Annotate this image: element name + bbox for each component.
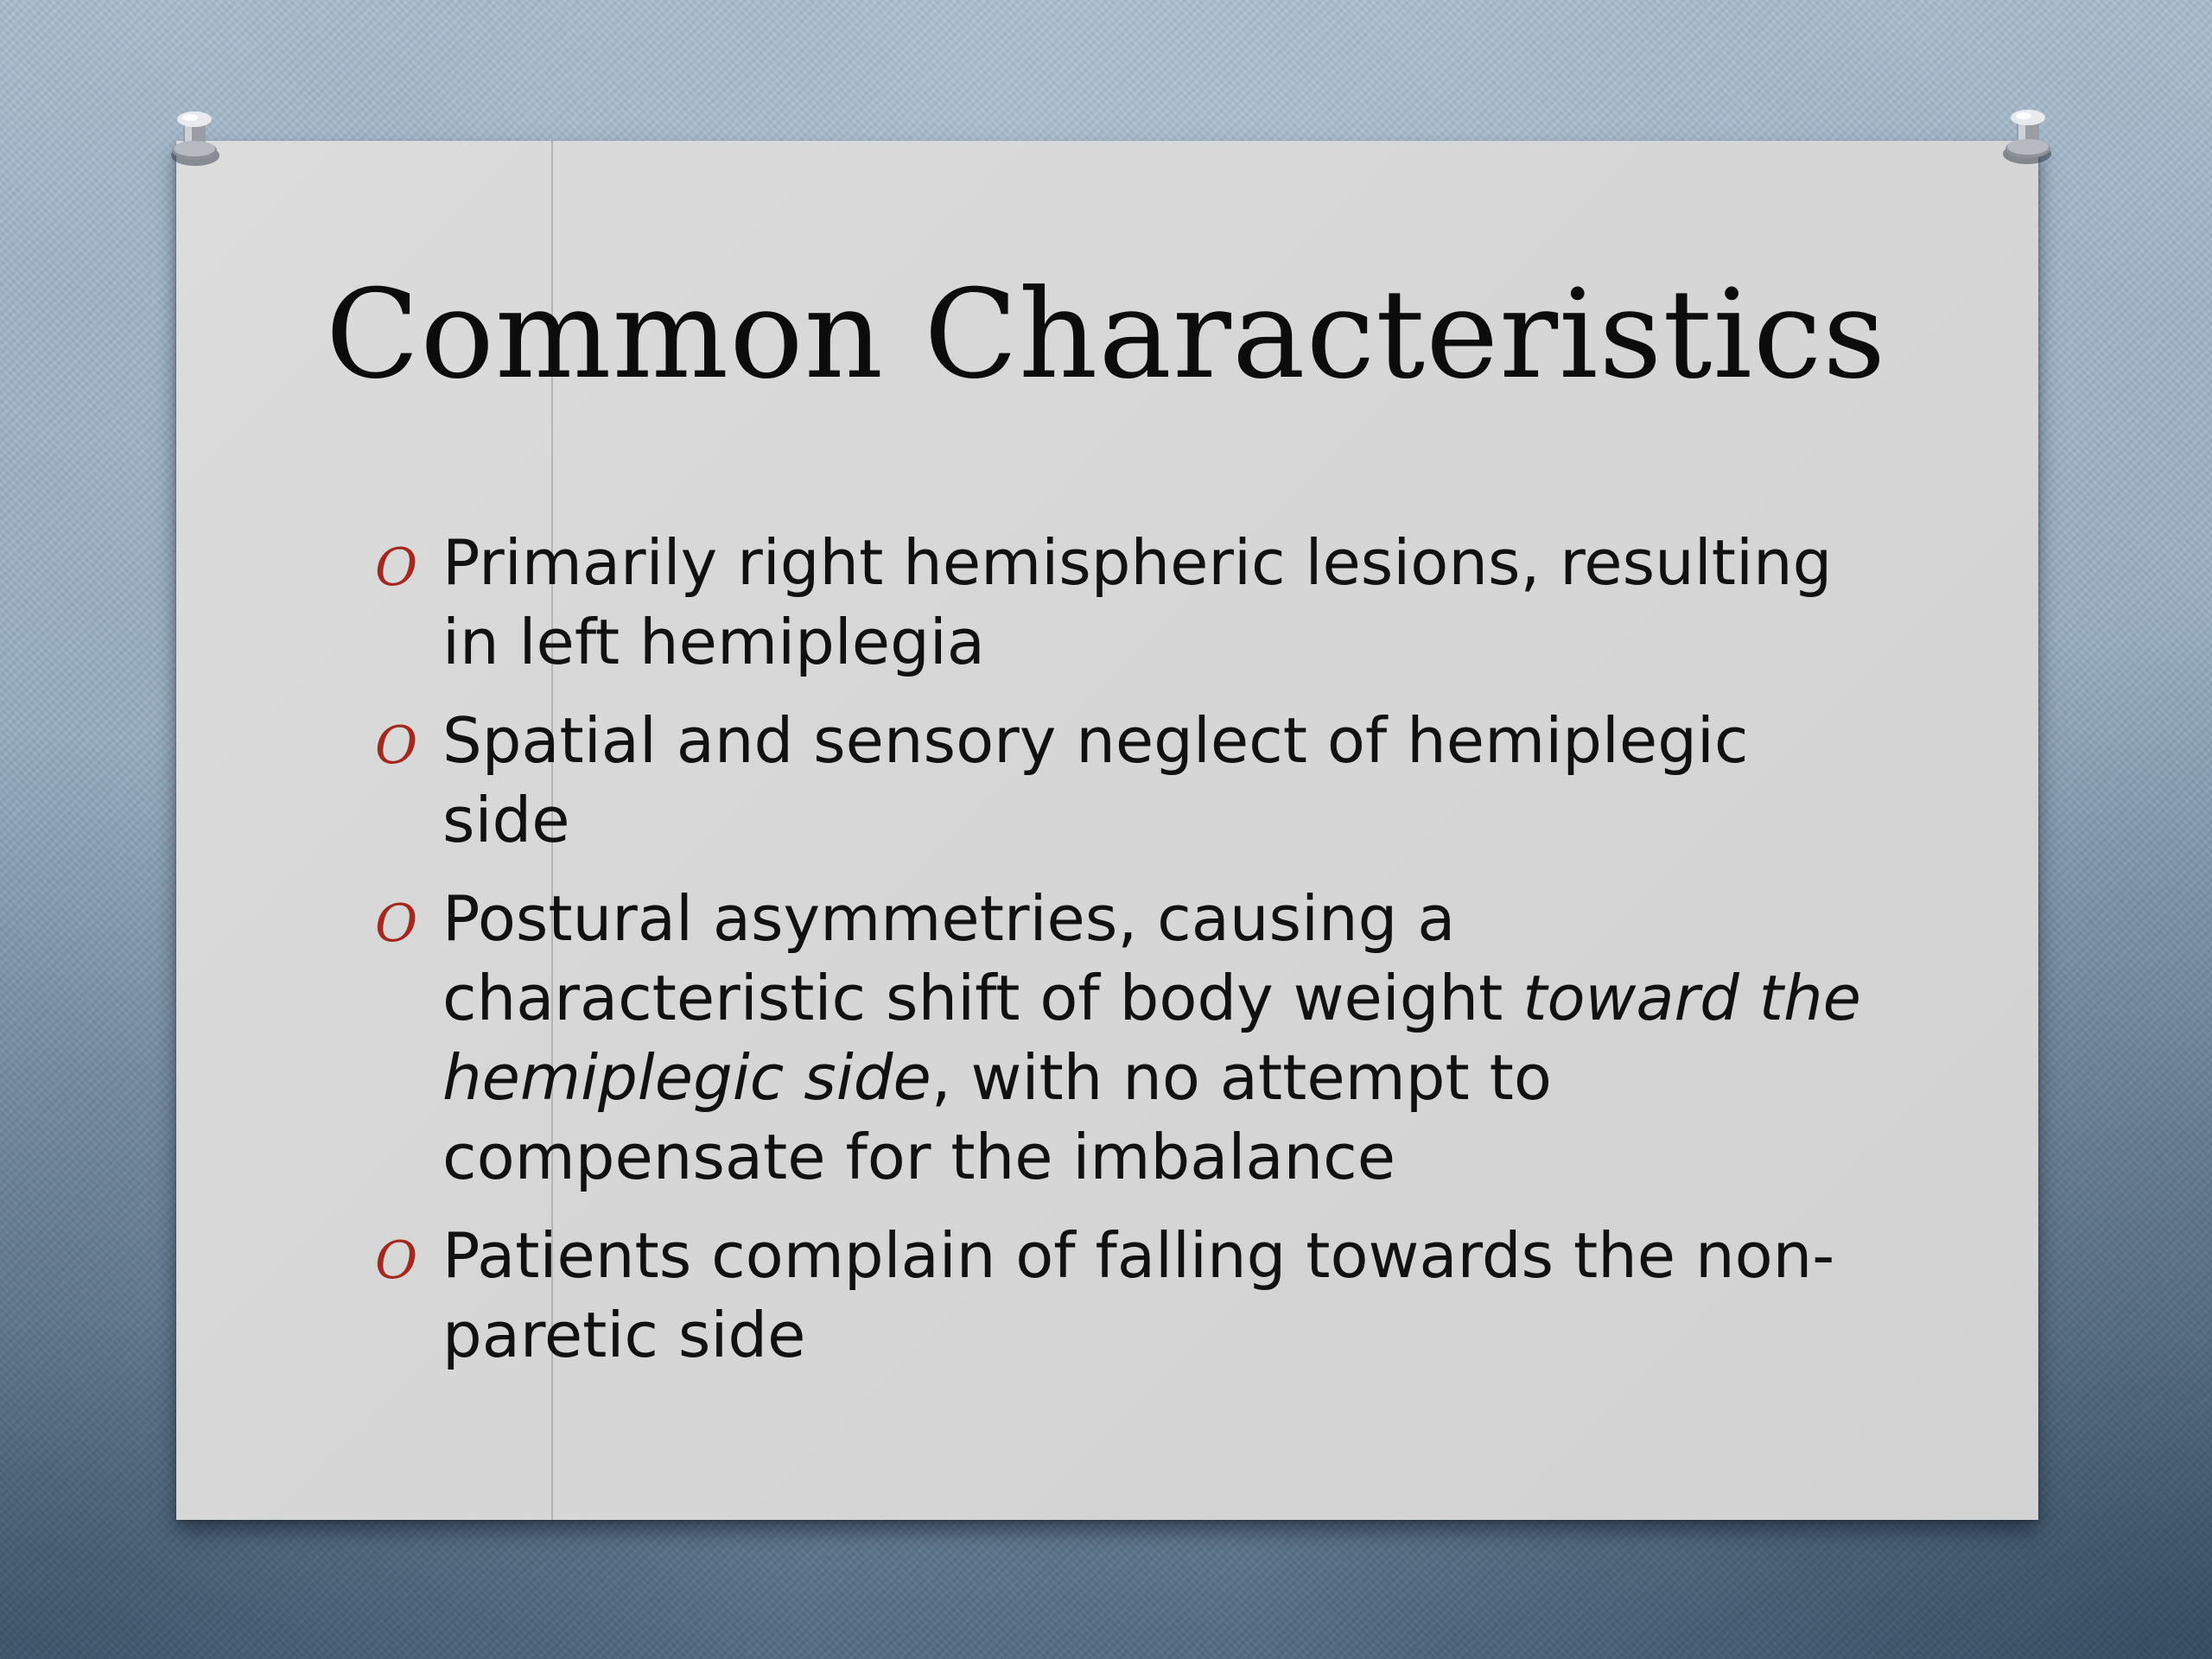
bullet-item	[372, 523, 1866, 682]
bullet-text: Spatial and sensory neglect of hemiplegic side	[442, 704, 1749, 856]
bullet-item	[372, 701, 1866, 860]
bullet-list	[372, 523, 1866, 1394]
bullet-marker-icon: O	[375, 715, 418, 776]
bullet-item	[372, 879, 1866, 1197]
pushpin-icon	[1989, 93, 2067, 171]
bullet-marker-icon: O	[375, 893, 418, 954]
bullet-text-after: , with no attempt to compensate for the imbalance	[442, 1041, 1552, 1193]
bullet-text: Patients complain of falling towards the non-paretic side	[442, 1219, 1835, 1371]
bullet-text: Primarily right hemispheric lesions, resulting in left hemiplegia	[442, 526, 1833, 678]
bullet-text-emphasis: toward the hemiplegic side	[442, 962, 1861, 1114]
pushpin-icon	[156, 95, 233, 173]
bullet-marker-icon: O	[375, 537, 418, 598]
bullet-marker-icon: O	[375, 1230, 418, 1291]
slide-title: Common Characteristics	[325, 264, 1887, 406]
bullet-item	[372, 1216, 1866, 1375]
bullet-text-before: Postural asymmetries, causing a characteristic shift of body weight	[442, 882, 1523, 1034]
